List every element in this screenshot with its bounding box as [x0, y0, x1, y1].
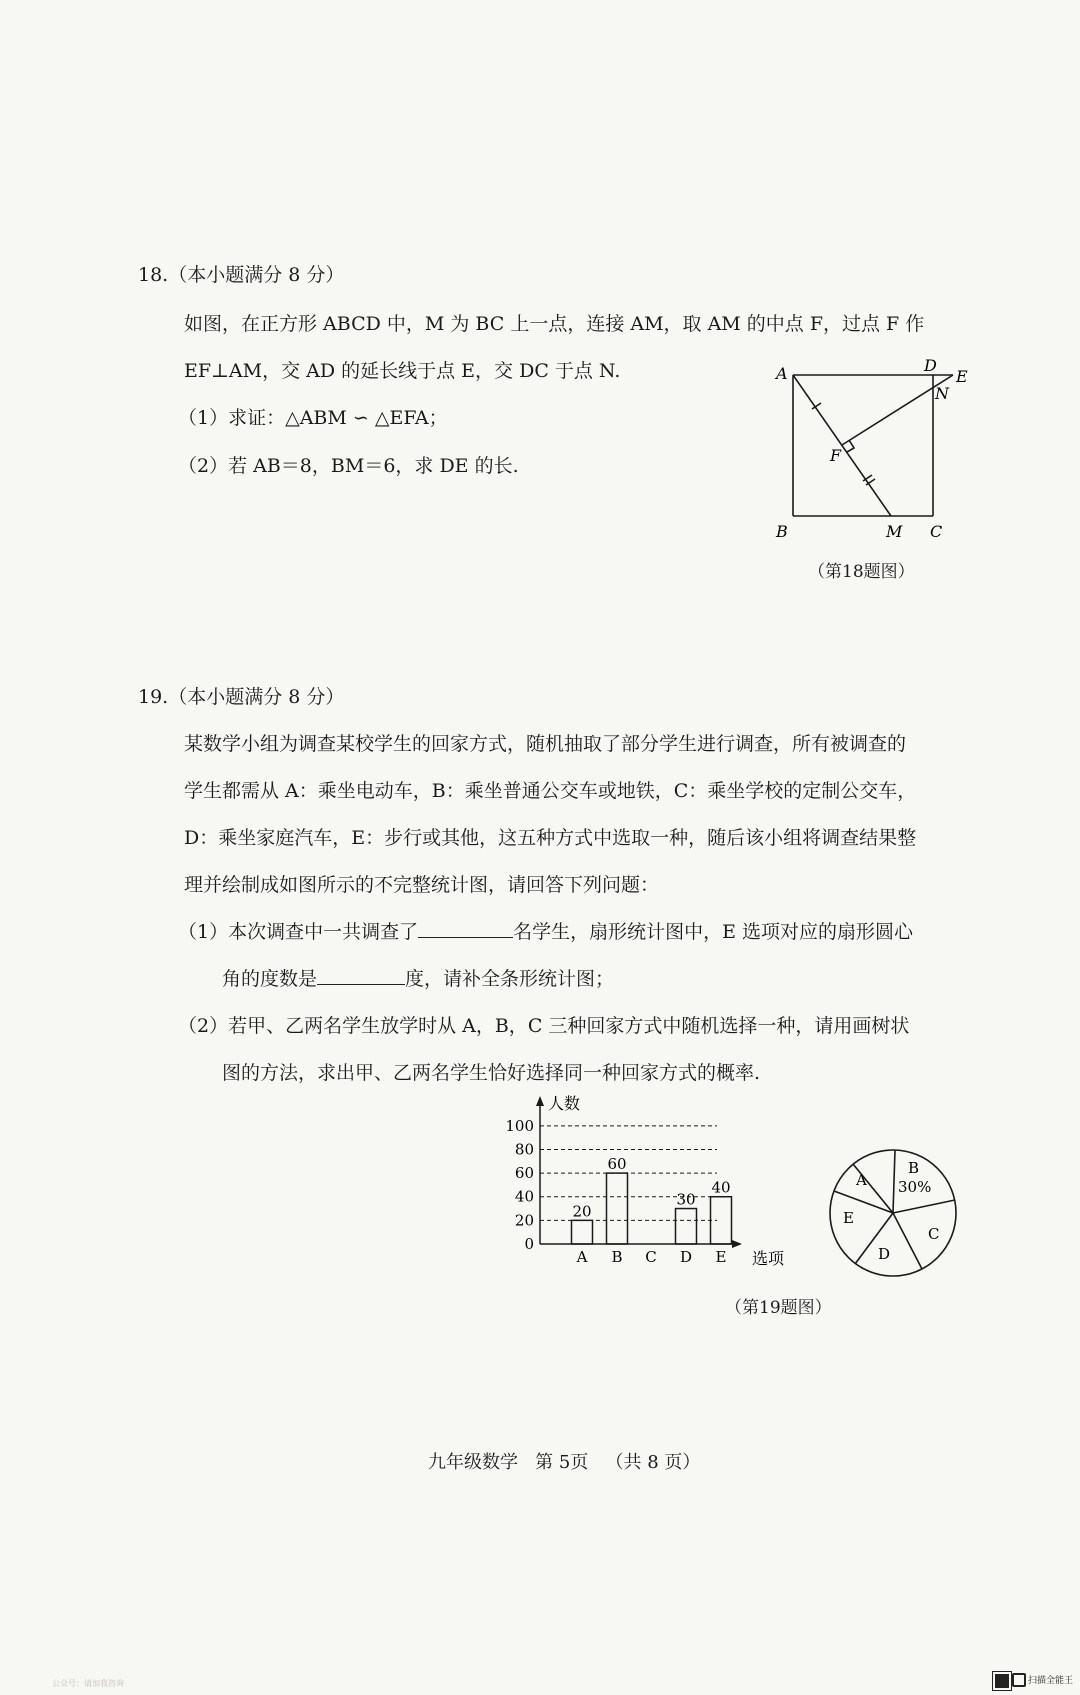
bar-chart-xlabel: 选项	[752, 1249, 785, 1268]
y-tick-label-100: 100	[505, 1116, 534, 1135]
q19-part1-post: 名学生，扇形统计图中，E 选项对应的扇形圆心	[513, 921, 914, 943]
y-axis-arrow	[536, 1096, 544, 1106]
bar-D	[676, 1209, 697, 1244]
q19-stem-line2: 学生都需从 A：乘坐电动车，B：乘坐普通公交车或地铁，C：乘坐学校的定制公交车，	[184, 780, 917, 802]
pie-divider-right	[893, 1200, 955, 1213]
q18-label-f: F	[830, 446, 842, 465]
y-tick-label-20: 20	[514, 1211, 534, 1230]
x-category-D: D	[679, 1248, 693, 1266]
footer-page: 第 5页	[535, 1452, 589, 1473]
q19-bar-chart	[500, 1092, 800, 1272]
bar-B	[607, 1173, 628, 1244]
pie-label-e: E	[843, 1209, 854, 1227]
x-category-E: E	[715, 1248, 727, 1266]
q18-caption: （第18题图）	[808, 562, 915, 582]
qr-code-icon	[993, 1672, 1011, 1690]
q18-stem-line2: EF⊥AM，交 AD 的延长线于点 E，交 DC 于点 N.	[184, 360, 621, 382]
bar-chart-bars	[572, 1155, 732, 1244]
q18-segment-am	[793, 375, 891, 516]
pie-label-b-percent: 30%	[898, 1178, 932, 1196]
q19-part1-line2	[222, 966, 614, 992]
q19-part1-pre: （1）本次调查中一共调查了	[178, 921, 419, 943]
footer-subject: 九年级数学	[428, 1452, 518, 1473]
y-tick-label-80: 80	[514, 1140, 534, 1159]
pie-label-c: C	[928, 1225, 940, 1243]
scanner-app-name: 扫描全能王	[1028, 1676, 1074, 1686]
pie-divider-bottom-right	[893, 1213, 922, 1269]
q18-label-m: M	[886, 522, 903, 541]
q19-header: 19.（本小题满分 8 分）	[138, 686, 345, 708]
bar-chart-ticks	[505, 1117, 534, 1253]
x-category-B: B	[611, 1248, 623, 1266]
x-axis-arrow	[732, 1240, 742, 1248]
q18-stem-line1: 如图，在正方形 ABCD 中，M 为 BC 上一点，连接 AM，取 AM 的中点 F，过点 F 作	[184, 313, 925, 335]
q19-stem-line4: 理并绘制成如图所示的不完整统计图，请回答下列问题：	[184, 874, 660, 896]
q19-blank-total[interactable]	[418, 919, 513, 938]
q18-header: 18.（本小题满分 8 分）	[138, 264, 345, 286]
pie-label-a: A	[856, 1171, 867, 1189]
pie-label-d: D	[878, 1245, 891, 1263]
q18-label-n: N	[935, 384, 949, 403]
bar-chart-ylabel: 人数	[548, 1094, 581, 1113]
q19-part1-line1	[178, 919, 913, 945]
q19-pie-chart	[820, 1140, 970, 1290]
scanner-logo-icon	[1012, 1673, 1026, 1687]
bar-chart-categories	[576, 1248, 727, 1266]
y-tick-label-0: 0	[524, 1235, 534, 1253]
q19-blank-angle[interactable]	[317, 966, 405, 985]
q18-part1: （1）求证：△ABM ∽ △EFA；	[178, 407, 448, 429]
watermark-left: 公众号：请加我咨询	[52, 1679, 124, 1688]
q18-label-a: A	[776, 364, 788, 383]
y-tick-label-60: 60	[514, 1164, 534, 1183]
bar-value-label-A: 20	[572, 1202, 592, 1221]
bar-value-label-E: 40	[711, 1178, 731, 1197]
bar-A	[572, 1220, 593, 1244]
q18-label-e: E	[956, 367, 968, 386]
x-category-A: A	[576, 1248, 588, 1266]
q18-part2: （2）若 AB＝8，BM＝6，求 DE 的长.	[178, 455, 519, 477]
pie-divider-top	[893, 1150, 895, 1213]
bar-E	[711, 1197, 732, 1244]
x-category-C: C	[645, 1248, 657, 1266]
q18-label-c: C	[930, 522, 943, 541]
bar-value-label-B: 60	[607, 1155, 627, 1174]
q19-part2-line2: 图的方法，求出甲、乙两名学生恰好选择同一种回家方式的概率.	[222, 1062, 761, 1084]
bar-value-label-D: 30	[676, 1190, 696, 1209]
q19-stem-line3: D：乘坐家庭汽车，E：步行或其他，这五种方式中选取一种，随后该小组将调查结果整	[184, 827, 917, 849]
page-footer	[428, 1448, 700, 1474]
q19-part2-line1: （2）若甲、乙两名学生放学时从 A，B，C 三种回家方式中随机选择一种，请用画树状	[178, 1015, 910, 1037]
y-tick-label-40: 40	[514, 1187, 534, 1206]
q18-label-d: D	[924, 356, 937, 375]
footer-total: （共 8 页）	[605, 1452, 701, 1473]
q19-stem-line1: 某数学小组为调查某校学生的回家方式，随机抽取了部分学生进行调查，所有被调查的	[184, 733, 907, 755]
q18-label-b: B	[776, 522, 788, 541]
q19-part1b-pre: 角的度数是	[222, 968, 318, 990]
q19-caption: （第19题图）	[725, 1298, 832, 1318]
q19-part1b-post: 度，请补全条形统计图；	[405, 968, 615, 990]
pie-label-b: B	[908, 1159, 920, 1177]
